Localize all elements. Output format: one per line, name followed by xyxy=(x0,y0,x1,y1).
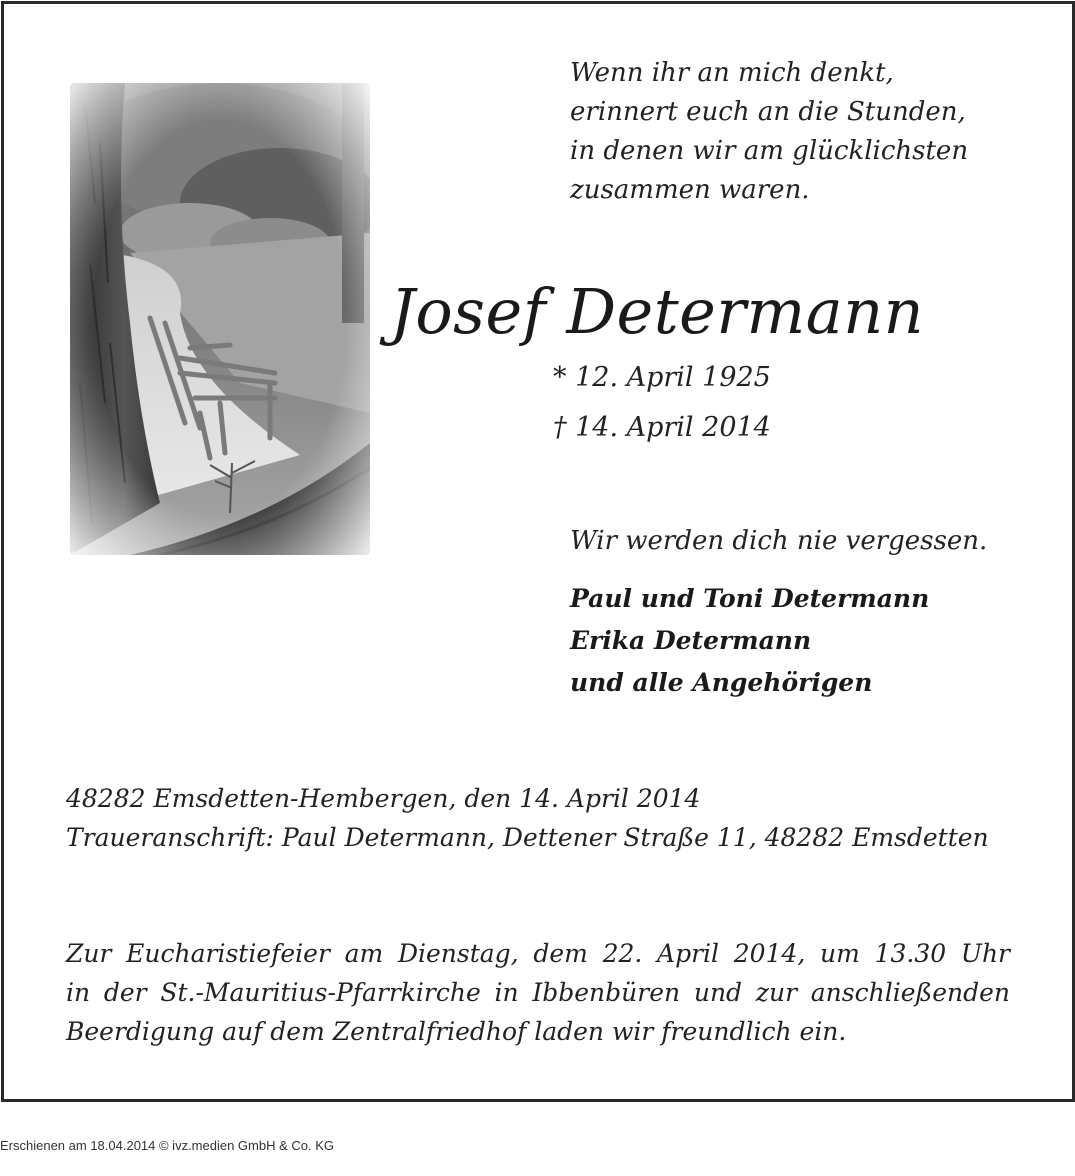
poem-line: Wenn ihr an mich denkt, xyxy=(570,58,894,88)
mourner-name: und alle Angehörigen xyxy=(570,668,873,697)
life-dates xyxy=(553,353,771,453)
address-block xyxy=(66,779,989,857)
service-line: Zur Eucharistiefeier am Dienstag, dem 22. April 2014, um 13.30 Uhr xyxy=(66,939,1010,968)
mourner-name: Erika Determann xyxy=(570,626,812,655)
birth-date: * 12. April 1925 xyxy=(553,362,771,393)
poem-line: in denen wir am glücklichsten xyxy=(570,136,969,166)
poem-line: erinnert euch an die Stunden, xyxy=(570,97,966,127)
death-date: † 14. April 2014 xyxy=(553,412,771,443)
memorial-photo-park-bench xyxy=(70,83,370,555)
mourning-address: Traueranschrift: Paul Determann, Dettener Straße 11, 48282 Emsdetten xyxy=(66,823,989,852)
mourners-list xyxy=(570,578,929,704)
publication-footer: Erschienen am 18.04.2014 © ivz.medien GmbH & Co. KG xyxy=(0,1138,335,1153)
service-line: in der St.-Mauritius-Pfarrkirche in Ibbenbüren und zur anschließenden xyxy=(66,978,1010,1007)
service-line: Beerdigung auf dem Zentralfriedhof laden wir freundlich ein. xyxy=(66,1017,847,1046)
memorial-poem xyxy=(570,54,968,210)
service-announcement xyxy=(66,934,1010,1051)
closing-line: Wir werden dich nie vergessen. xyxy=(570,526,988,556)
mourner-name: Paul und Toni Determann xyxy=(570,584,930,613)
poem-line: zusammen waren. xyxy=(570,175,810,205)
place-date: 48282 Emsdetten-Hembergen, den 14. April 2014 xyxy=(66,784,701,813)
deceased-name: Josef Determann xyxy=(390,275,925,348)
